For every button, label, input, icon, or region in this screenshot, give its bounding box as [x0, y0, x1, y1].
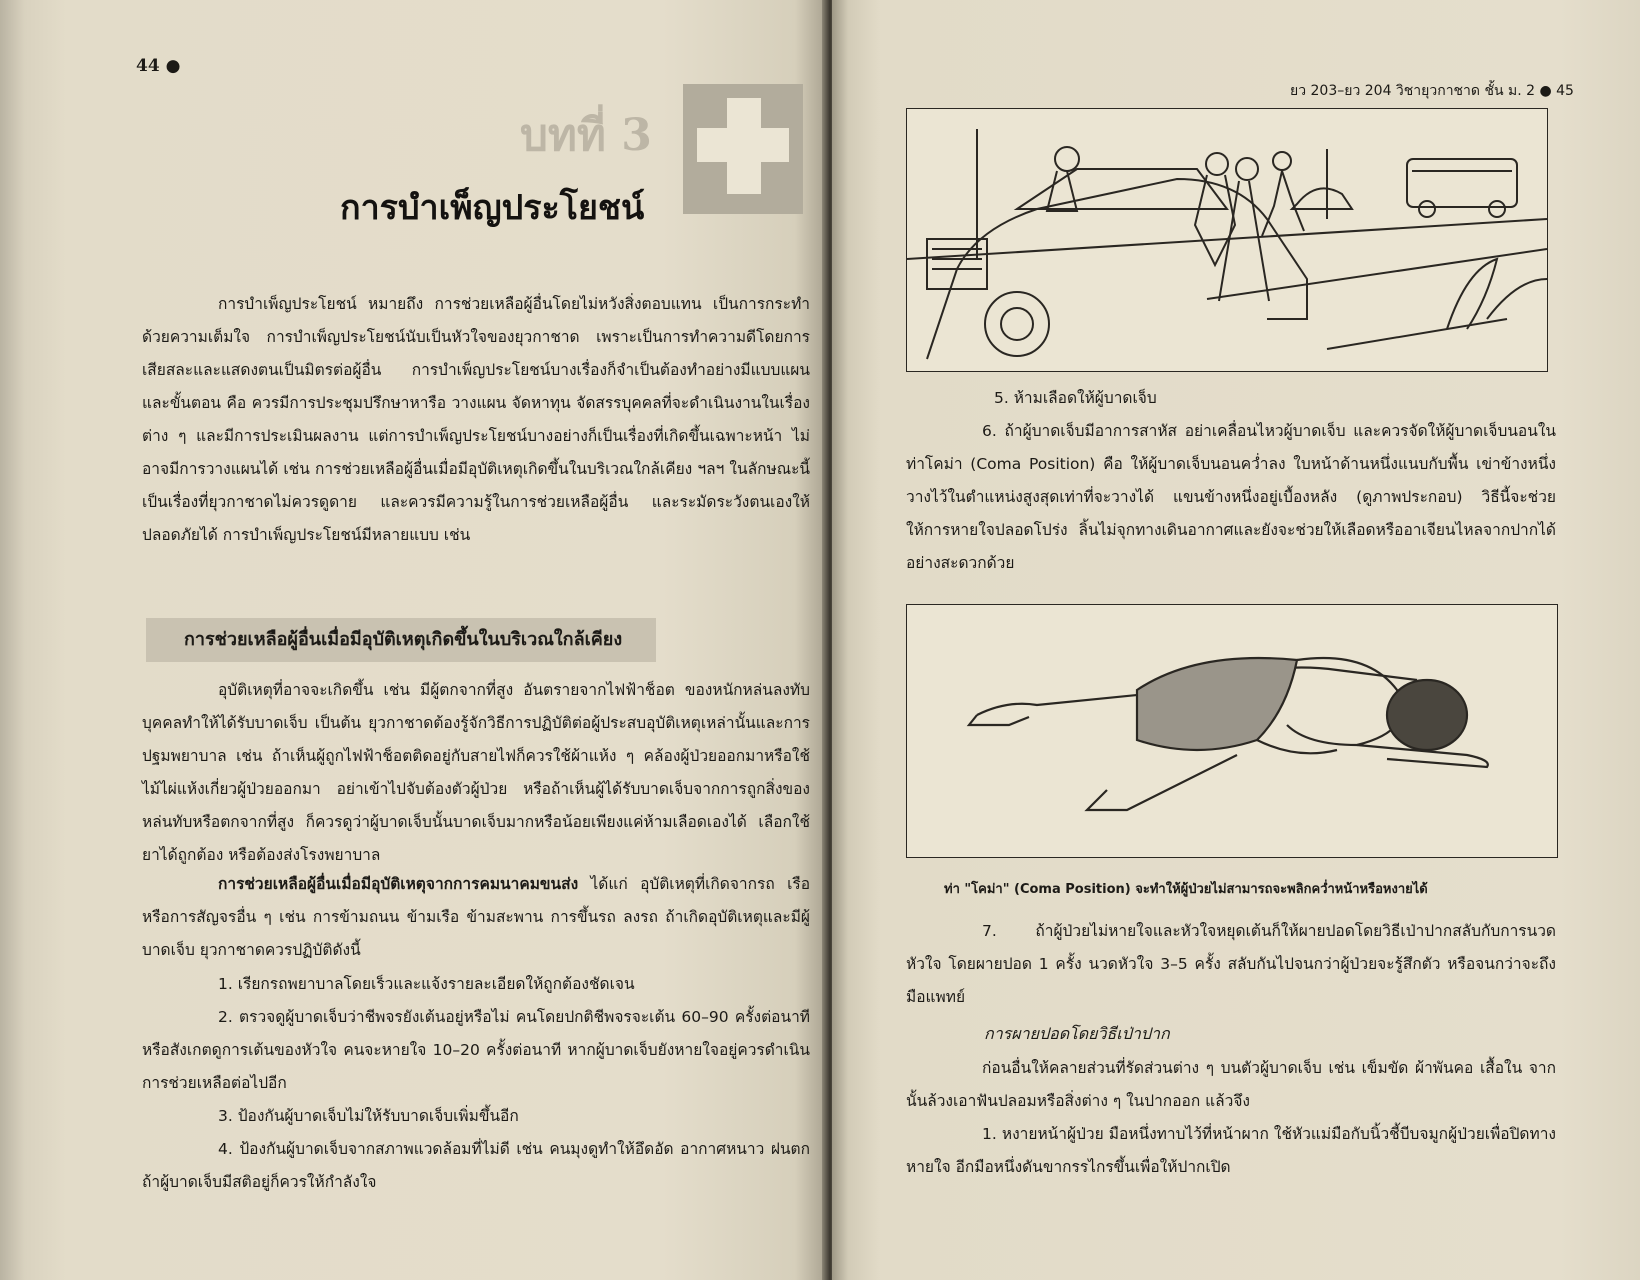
- chapter-title: การบำเพ็ญประโยชน์: [340, 188, 645, 228]
- accident-scene-drawing: [907, 109, 1547, 371]
- red-cross-emblem: [683, 84, 803, 214]
- item-1: 1. เรียกรถพยาบาลโดยเร็วและแจ้งรายละเอียดให้ถูกต้องชัดเจน: [218, 975, 635, 993]
- coma-position-illustration: [906, 604, 1558, 858]
- item-7: 7. ถ้าผู้ป่วยไม่หายใจและหัวใจหยุดเต้นก็ให้ผายปอดโดยวิธีเป่าปากสลับกับการนวดหัวใจ โดยผายปอด 1 ครั้ง นวดหัวใจ 3–5 ครั้ง สลับกันไปจนกว่าผู้ป่วยจะรู้สึกตัว หรือจนกว่าจะถึงมือแพทย์: [906, 922, 1556, 1006]
- item-5: 5. ห้ามเลือดให้ผู้บาดเจ็บ: [994, 389, 1157, 407]
- transport-rest: ได้แก่ อุบัติเหตุที่เกิดจากรถ เรือ หรือการสัญจรอื่น ๆ เช่น การข้ามถนน ข้ามเรือ ข้ามสะพาน การขึ้นรถ ลงรถ ถ้าเกิดอุบัติเหตุและมีผู้บาดเจ็บ ยุวกาชาดควรปฏิบัติดังนี้: [142, 875, 810, 959]
- right-page: [832, 0, 1640, 1280]
- item-3: 3. ป้องกันผู้บาดเจ็บไม่ให้รับบาดเจ็บเพิ่มขึ้นอีก: [218, 1107, 519, 1125]
- section-heading: การช่วยเหลือผู้อื่นเมื่อมีอุบัติเหตุเกิดขึ้นในบริเวณใกล้เคียง: [146, 618, 656, 662]
- transport-paragraph: [142, 868, 810, 967]
- section-paragraph: อุบัติเหตุที่อาจจะเกิดขึ้น เช่น มีผู้ตกจากที่สูง อันตรายจากไฟฟ้าช็อต ของหนักหล่นลงทับบุคคลทำให้ได้รับบาดเจ็บ เป็นต้น ยุวกาชาดต้องรู้จักวิธีการปฏิบัติต่อผู้ประสบอุบัติเหตุเหล่านั้นและการปฐมพยาบาล เช่น ถ้าเห็นผู้ถูกไฟฟ้าช็อตติดอยู่กับสายไฟก็ควรใช้ผ้าแห้ง ๆ คล้องผู้ป่วยออกมาหรือใช้ไม้ไผ่แห้งเกี่ยวผู้ป่วยออกมา อย่าเข้าไปจับต้องตัวผู้ป่วย หรือถ้าเห็นผู้ได้รับบาดเจ็บจากการถูกสิ่งของหล่นทับหรือตกจากที่สูง ก็ควรดูว่าผู้บาดเจ็บนั้นบาดเจ็บมากหรือน้อยเพียงแค่ห้ามเลือดเองได้ เลือกใช้ยาได้ถูกต้อง หรือต้องส่งโรงพยาบาล: [142, 681, 810, 864]
- item-2: 2. ตรวจดูผู้บาดเจ็บว่าชีพจรยังเต้นอยู่หรือไม่ คนโดยปกติชีพจรจะเต้น 60–90 ครั้งต่อนาที หรือสังเกตดูการเต้นของหัวใจ คนจะหายใจ 10–20 ครั้งต่อนาที หากผู้บาดเจ็บยังหายใจอยู่ควรดำเนินการช่วยเหลือต่อไปอีก: [142, 1008, 810, 1092]
- coma-position-drawing: [907, 605, 1557, 857]
- intro-paragraph: การบำเพ็ญประโยชน์ หมายถึง การช่วยเหลือผู้อื่นโดยไม่หวังสิ่งตอบแทน เป็นการกระทำด้วยความเต็มใจ การบำเพ็ญประโยชน์นับเป็นหัวใจของยุวกาชาด เพราะเป็นการทำความดีโดยการเสียสละและแสดงตนเป็นมิตรต่อผู้อื่น การบำเพ็ญประโยชน์บางเรื่องก็จำเป็นต้องทำอย่างมีแบบแผนและขั้นตอน คือ ควรมีการประชุมปรึกษาหารือ วางแผน จัดหาทุน จัดสรรบุคคลที่จะดำเนินงานในเรื่องต่าง ๆ และมีการประเมินผลงาน แต่การบำเพ็ญประโยชน์บางอย่างก็เป็นเรื่องที่เกิดขึ้นเฉพาะหน้า ไม่อาจมีการวางแผนได้ เช่น การช่วยเหลือผู้อื่นเมื่อมีอุบัติเหตุเกิดขึ้นในบริเวณใกล้เคียง ฯลฯ ในลักษณะนี้เป็นเรื่องที่ยุวกาชาดไม่ควรดูดาย และควรมีความรู้ในการช่วยเหลือผู้อื่น และระมัดระวังตนเองให้ปลอดภัยได้ การบำเพ็ญประโยชน์มีหลายแบบ เช่น: [142, 295, 810, 544]
- mouth-to-mouth-heading: การผายปอดโดยวิธีเป่าปาก: [984, 1024, 1170, 1043]
- left-page-number: 44 ●: [136, 56, 181, 76]
- accident-illustration: [906, 108, 1548, 372]
- step-1: 1. หงายหน้าผู้ป่วย มือหนึ่งทาบไว้ที่หน้าผาก ใช้หัวแม่มือกับนิ้วชี้บีบจมูกผู้ป่วยเพื่อปิดทางหายใจ อีกมือหนึ่งดันขากรรไกรขึ้นเพื่อให้ปากเปิด: [906, 1125, 1556, 1176]
- mouth-to-mouth-paragraph: ก่อนอื่นให้คลายส่วนที่รัดส่วนต่าง ๆ บนตัวผู้บาดเจ็บ เช่น เข็มขัด ผ้าพันคอ เสื้อใน จากนั้นล้วงเอาฟันปลอมหรือสิ่งต่าง ๆ ในปากออก แล้วจึง: [906, 1059, 1556, 1110]
- coma-caption: ท่า "โคม่า" (Coma Position) จะทำให้ผู้ป่วยไม่สามารถจะพลิกคว่ำหน้าหรือหงายได้: [944, 882, 1428, 897]
- running-head: ยว 203–ยว 204 วิชายุวกาชาด ชั้น ม. 2 ● 45: [1290, 83, 1574, 99]
- item-4: 4. ป้องกันผู้บาดเจ็บจากสภาพแวดล้อมที่ไม่ดี เช่น คนมุงดูทำให้อึดอัด อากาศหนาว ฝนตก ถ้าผู้บาดเจ็บมีสติอยู่ก็ควรให้กำลังใจ: [142, 1140, 810, 1191]
- chapter-label: บทที่ 3: [520, 110, 652, 161]
- transport-lead: การช่วยเหลือผู้อื่นเมื่อมีอุบัติเหตุจากการคมนาคมขนส่ง: [218, 875, 579, 893]
- item-6: 6. ถ้าผู้บาดเจ็บมีอาการสาหัส อย่าเคลื่อนไหวผู้บาดเจ็บ และควรจัดให้ผู้บาดเจ็บนอนในท่าโคม่า (Coma Position) คือ ให้ผู้บาดเจ็บนอนคว่ำลง ใบหน้าด้านหนึ่งแนบกับพื้น เข่าข้างหนึ่งวางไว้ในตำแหน่งสูงสุดเท่าที่จะวางได้ แขนข้างหนึ่งอยู่เบื้องหลัง (ดูภาพประกอบ) วิธีนี้จะช่วยให้การหายใจปลอดโปร่ง ลิ้นไม่จุกทางเดินอากาศและยังจะช่วยให้เลือดหรืออาเจียนไหลจากปากได้อย่างสะดวกด้วย: [906, 422, 1556, 572]
